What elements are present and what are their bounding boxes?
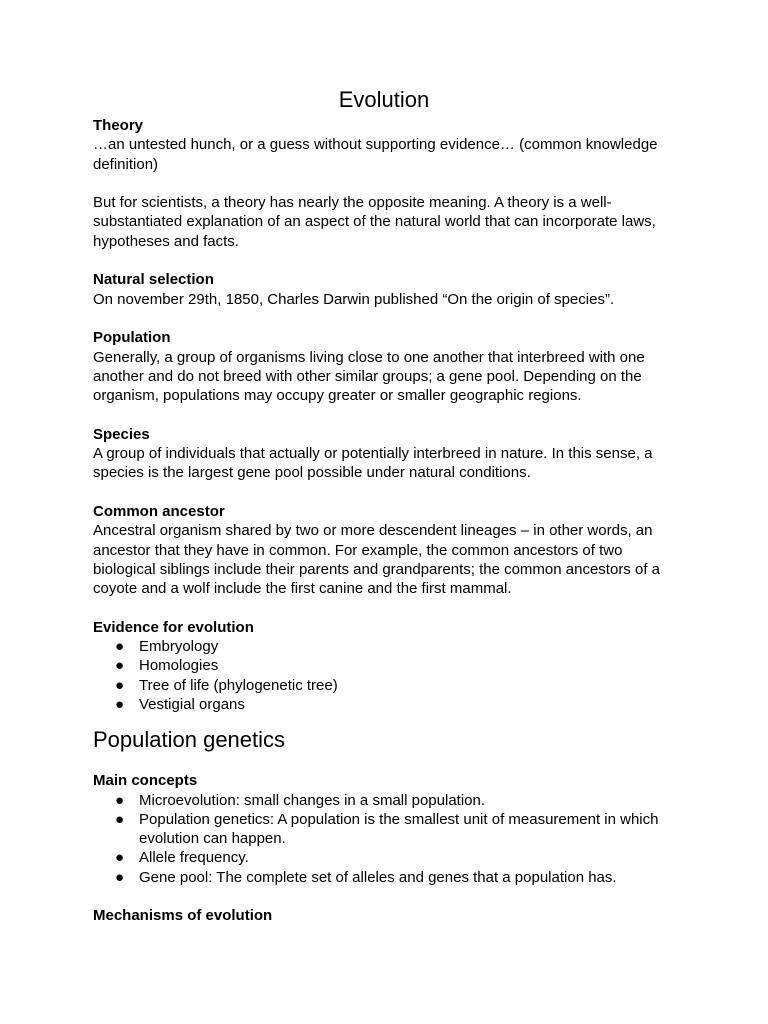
common-ancestor-text: Ancestral organism shared by two or more descendent lineages – in other words, an ancestor that they have in common. For example, the common ancestors of two biological siblings include their parents and grandparents; the common ancestors of a coyote and a wolf include the first canine and the first mammal. [93, 522, 660, 598]
term-theory: Theory [93, 117, 144, 134]
species-text: A group of individuals that actually or potentially interbreed in nature. In this sense, a species is the largest gene pool possible under natural conditions. [93, 445, 653, 482]
bullet-icon: ● [115, 849, 125, 867]
bullet-icon: ● [115, 791, 125, 809]
population-text: Generally, a group of organisms living close to one another that interbreed with one another and do not breed with other similar groups; a gene pool. Depending on the organism, populations may occupy greater or smaller geographic regions. [93, 348, 645, 405]
document-title: Evolution [338, 87, 430, 112]
list-item: ● Microevolution: small changes in a small population. [115, 791, 486, 809]
term-population: Population [93, 329, 171, 347]
main-concepts-list [93, 791, 675, 887]
bullet-icon: ● [115, 638, 125, 656]
bullet-icon: ● [115, 676, 125, 694]
bullet-icon: ● [115, 868, 125, 886]
term-main-concepts: Main concepts [93, 772, 198, 790]
list-item: ● Tree of life (phylogenetic tree) [115, 676, 338, 694]
natural-selection-text: On november 29th, 1850, Charles Darwin published “On the origin of species”. [93, 290, 615, 308]
list-item: ● Population genetics: A population is the smallest unit of measurement in which evolution can happen. [115, 810, 659, 848]
list-item: ● Vestigial organs [115, 695, 245, 713]
term-common-ancestor: Common ancestor [93, 502, 225, 520]
evidence-list [93, 637, 675, 714]
bullet-icon: ● [115, 657, 125, 675]
heading-population-genetics: Population genetics [93, 727, 286, 753]
list-item: ● Gene pool: The complete set of alleles and genes that a population has. [115, 868, 617, 886]
theory-common-definition: …an untested hunch, or a guess without supporting evidence… (common knowledge definition) [93, 136, 658, 173]
term-evidence-for-evolution: Evidence for evolution [93, 618, 254, 636]
term-species: Species [93, 425, 150, 443]
theory-scientific-definition: But for scientists, a theory has nearly the opposite meaning. A theory is a well-substantiated explanation of an aspect of the natural world that can incorporate laws, hypotheses and facts. [93, 194, 656, 250]
list-item: ● Embryology [115, 638, 219, 656]
list-item: ● Homologies [115, 657, 219, 675]
term-mechanisms-of-evolution: Mechanisms of evolution [93, 907, 273, 925]
term-natural-selection: Natural selection [93, 271, 214, 289]
bullet-icon: ● [115, 695, 125, 713]
bullet-icon: ● [115, 810, 125, 828]
list-item: ● Allele frequency. [115, 849, 249, 867]
